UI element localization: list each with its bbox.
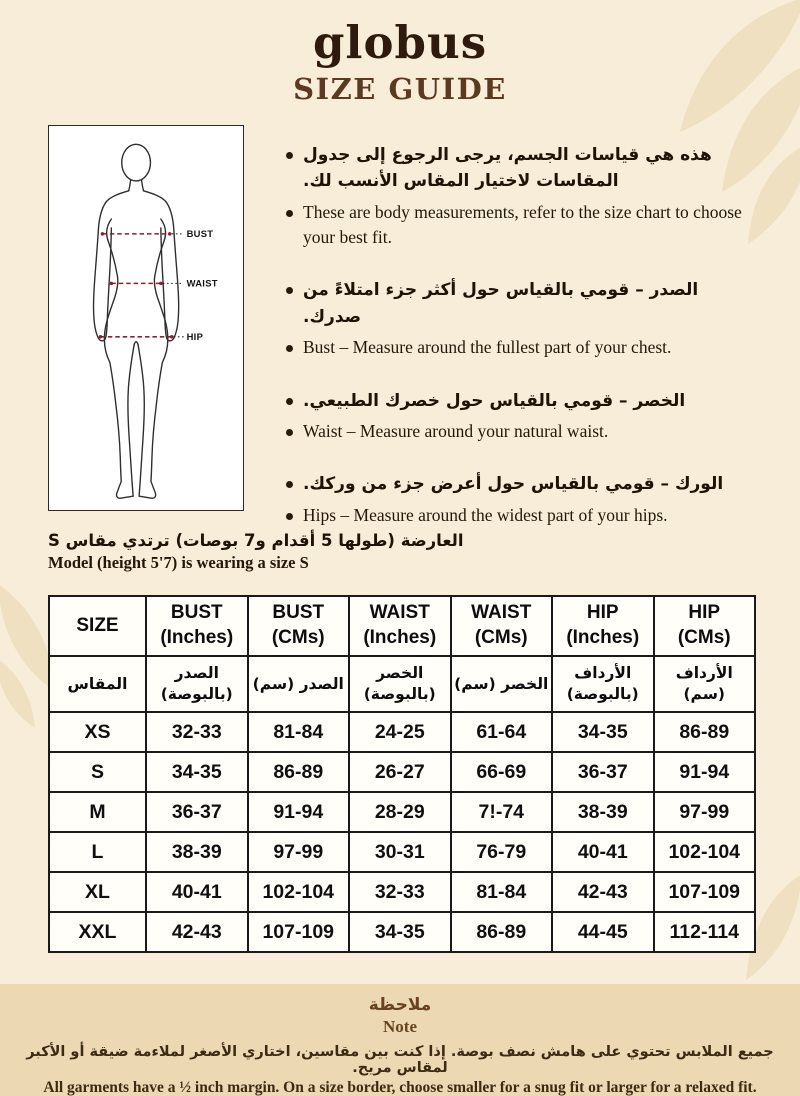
instruction-text: الورك – قومي بالقياس حول أعرض جزء من وركك. bbox=[303, 474, 724, 495]
col-header-waist-inches: WAIST (Inches) bbox=[349, 596, 451, 656]
size-label: XL bbox=[49, 872, 146, 912]
measurement-value: 26-27 bbox=[349, 752, 451, 792]
measurement-value: 86-89 bbox=[248, 752, 350, 792]
instruction-text: Bust – Measure around the fullest part of your chest. bbox=[303, 337, 672, 358]
instruction-item-en bbox=[286, 419, 762, 444]
measurement-value: 81-84 bbox=[248, 712, 350, 752]
measurement-value: 76-79 bbox=[451, 832, 553, 872]
col-header-hip-cms: HIP (CMs) bbox=[654, 596, 756, 656]
size-row-l bbox=[49, 832, 755, 872]
measurement-value: 102-104 bbox=[248, 872, 350, 912]
measurement-value: 36-37 bbox=[146, 792, 248, 832]
instruction-item-ar bbox=[286, 142, 762, 195]
model-note-arabic: العارضة (طولها 5 أقدام و7 بوصات) ترتدي مقاس S bbox=[48, 531, 464, 550]
measurement-value: 91-94 bbox=[654, 752, 756, 792]
instruction-item-en bbox=[286, 200, 762, 251]
measurement-value: 81-84 bbox=[451, 872, 553, 912]
hip-label: HIP bbox=[186, 331, 204, 343]
bullet-icon bbox=[286, 513, 293, 520]
measurement-value: 24-25 bbox=[349, 712, 451, 752]
col-header-bust-cms-ar: الصدر (سم) bbox=[248, 656, 350, 712]
measurement-value: 107-109 bbox=[654, 872, 756, 912]
page-title: SIZE GUIDE bbox=[293, 72, 507, 106]
measurement-value: 28-29 bbox=[349, 792, 451, 832]
label-leader-lines bbox=[163, 234, 184, 337]
waist-label: WAIST bbox=[186, 277, 218, 289]
instruction-item-ar bbox=[286, 277, 762, 330]
header bbox=[0, 16, 800, 106]
bullet-icon bbox=[286, 345, 293, 352]
col-header-bust-cms: BUST (CMs) bbox=[248, 596, 350, 656]
size-row-xl bbox=[49, 872, 755, 912]
measurement-value: 86-89 bbox=[451, 912, 553, 952]
bullet-icon bbox=[286, 210, 293, 217]
measurement-value: 91-94 bbox=[248, 792, 350, 832]
instruction-text: الصدر – قومي بالقياس حول أكثر جزء امتلاءً من صدرك. bbox=[303, 280, 699, 327]
measurement-value: 34-35 bbox=[552, 712, 654, 752]
body-figure bbox=[49, 126, 243, 510]
measurement-value: 34-35 bbox=[146, 752, 248, 792]
measurement-value: 66-69 bbox=[451, 752, 553, 792]
bullet-icon bbox=[286, 287, 293, 294]
instruction-text: Hips – Measure around the widest part of your hips. bbox=[303, 504, 668, 525]
col-header-bust-inches-ar: الصدر (بالبوصة) bbox=[146, 656, 248, 712]
instruction-item-ar bbox=[286, 388, 762, 414]
measurement-value: 97-99 bbox=[654, 792, 756, 832]
measurement-value: 107-109 bbox=[248, 912, 350, 952]
col-header-waist-cms-ar: الخصر (سم) bbox=[451, 656, 553, 712]
measurement-instructions bbox=[286, 142, 762, 528]
measurement-lines bbox=[99, 228, 218, 342]
measurement-value: 102-104 bbox=[654, 832, 756, 872]
size-row-xs bbox=[49, 712, 755, 752]
model-note bbox=[48, 531, 464, 573]
instruction-text: هذه هي قياسات الجسم، يرجى الرجوع إلى جدول المقاسات لاختيار المقاس الأنسب لك. bbox=[303, 145, 712, 192]
measurement-value: 30-31 bbox=[349, 832, 451, 872]
model-note-english: Model (height 5'7) is wearing a size S bbox=[48, 553, 309, 572]
note-body-english: All garments have a ½ inch margin. On a size border, choose smaller for a snug fit or larger for a relaxed fit. bbox=[43, 1079, 757, 1096]
measurement-value: 32-33 bbox=[146, 712, 248, 752]
instruction-text: Waist – Measure around your natural waist. bbox=[303, 420, 609, 441]
size-chart-table bbox=[48, 595, 756, 953]
instruction-text: These are body measurements, refer to the size chart to choose your best fit. bbox=[303, 201, 742, 248]
measurement-value: 42-43 bbox=[552, 872, 654, 912]
size-label: XS bbox=[49, 712, 146, 752]
measurement-value: 61-64 bbox=[451, 712, 553, 752]
measurement-value: 42-43 bbox=[146, 912, 248, 952]
size-row-s bbox=[49, 752, 755, 792]
table-header-row-english bbox=[49, 596, 755, 656]
measurement-value: 97-99 bbox=[248, 832, 350, 872]
table-header-row-arabic bbox=[49, 656, 755, 712]
bust-label: BUST bbox=[186, 228, 214, 240]
measurement-value: 86-89 bbox=[654, 712, 756, 752]
body-measurement-diagram bbox=[48, 125, 244, 511]
instruction-item-en bbox=[286, 503, 762, 528]
bullet-icon bbox=[286, 398, 293, 405]
note-section bbox=[0, 984, 800, 1096]
col-header-waist-inches-ar: الخصر (بالبوصة) bbox=[349, 656, 451, 712]
bullet-icon bbox=[286, 481, 293, 488]
measurement-value: 38-39 bbox=[146, 832, 248, 872]
col-header-size-ar: المقاس bbox=[49, 656, 146, 712]
size-label: L bbox=[49, 832, 146, 872]
measurement-value: 7!-74 bbox=[451, 792, 553, 832]
instruction-text: الخصر – قومي بالقياس حول خصرك الطبيعي. bbox=[303, 390, 686, 411]
col-header-hip-cms-ar: الأرداف (سم) bbox=[654, 656, 756, 712]
size-label: XXL bbox=[49, 912, 146, 952]
measurement-value: 32-33 bbox=[349, 872, 451, 912]
size-label: S bbox=[49, 752, 146, 792]
note-body-arabic: جميع الملابس تحتوي على هامش نصف بوصة. إذا كنت بين مقاسين، اختاري الأصغر لملاءمة ضيقة أو الأكبر لمقاس مريح. bbox=[26, 1044, 774, 1076]
brand-logo: globus bbox=[312, 16, 488, 69]
col-header-size: SIZE bbox=[49, 596, 146, 656]
note-title-arabic: ملاحظة bbox=[368, 995, 432, 1015]
measurement-value: 36-37 bbox=[552, 752, 654, 792]
size-label: M bbox=[49, 792, 146, 832]
col-header-hip-inches: HIP (Inches) bbox=[552, 596, 654, 656]
instruction-item-en bbox=[286, 335, 762, 360]
bullet-icon bbox=[286, 429, 293, 436]
size-row-xxl bbox=[49, 912, 755, 952]
measurement-value: 40-41 bbox=[146, 872, 248, 912]
measurement-value: 112-114 bbox=[654, 912, 756, 952]
col-header-hip-inches-ar: الأرداف (بالبوصة) bbox=[552, 656, 654, 712]
instruction-item-ar bbox=[286, 471, 762, 497]
note-title-english: Note bbox=[383, 1017, 417, 1036]
size-row-m bbox=[49, 792, 755, 832]
col-header-bust-inches: BUST (Inches) bbox=[146, 596, 248, 656]
measurement-value: 38-39 bbox=[552, 792, 654, 832]
col-header-waist-cms: WAIST (CMs) bbox=[451, 596, 553, 656]
body-outline bbox=[94, 144, 179, 498]
measurement-value: 40-41 bbox=[552, 832, 654, 872]
measurement-value: 44-45 bbox=[552, 912, 654, 952]
measurement-value: 34-35 bbox=[349, 912, 451, 952]
bullet-icon bbox=[286, 152, 293, 159]
